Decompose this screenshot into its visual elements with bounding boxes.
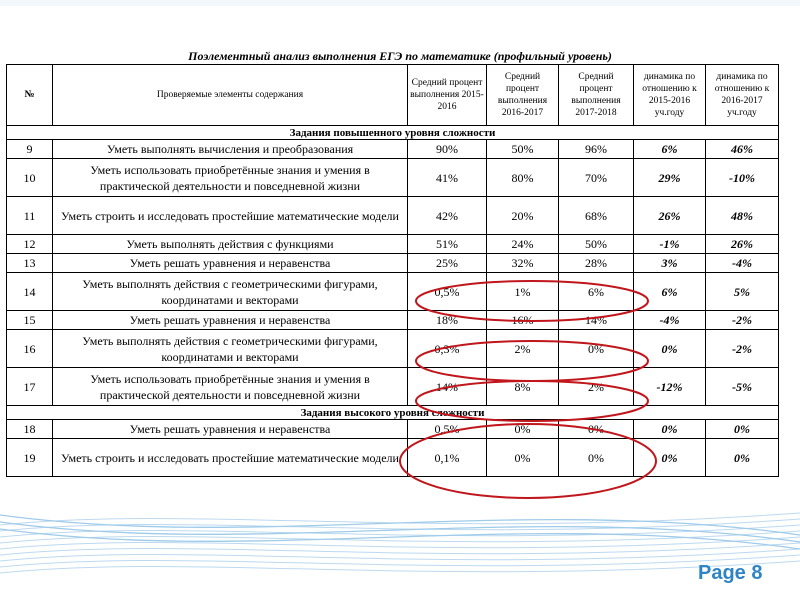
cell-p2: 50%: [487, 140, 559, 159]
cell-p3: 96%: [559, 140, 634, 159]
header-p2: Средний процент выполнения 2016-2017: [487, 65, 559, 126]
table-title: Поэлементный анализ выполнения ЕГЭ по математике (профильный уровень): [188, 49, 612, 63]
cell-p2: 0%: [487, 439, 559, 477]
cell-num: 15: [7, 311, 53, 330]
cell-num: 9: [7, 140, 53, 159]
cell-d2: -10%: [706, 159, 779, 197]
cell-p1: 0,5%: [408, 420, 487, 439]
cell-p3: 0%: [559, 439, 634, 477]
cell-p2: 16%: [487, 311, 559, 330]
highlight-oval-rows-18-19: [400, 424, 656, 498]
cell-p3: 28%: [559, 254, 634, 273]
cell-num: 11: [7, 197, 53, 235]
cell-num: 16: [7, 330, 53, 368]
header-p3: Средний процент выполнения 2017-2018: [559, 65, 634, 126]
cell-d1: 26%: [634, 197, 706, 235]
cell-d2: 0%: [706, 420, 779, 439]
cell-element: Уметь решать уравнения и неравенства: [53, 254, 408, 273]
cell-d2: 46%: [706, 140, 779, 159]
cell-d2: 48%: [706, 197, 779, 235]
cell-d1: 0%: [634, 439, 706, 477]
cell-d1: 3%: [634, 254, 706, 273]
cell-p1: 0,1%: [408, 439, 487, 477]
cell-p1: 25%: [408, 254, 487, 273]
cell-p2: 80%: [487, 159, 559, 197]
cell-p2: 20%: [487, 197, 559, 235]
cell-p2: 2%: [487, 330, 559, 368]
cell-num: 14: [7, 273, 53, 311]
cell-d2: 0%: [706, 439, 779, 477]
cell-num: 10: [7, 159, 53, 197]
cell-d1: -1%: [634, 235, 706, 254]
decorative-waves: [0, 495, 800, 600]
cell-p3: 50%: [559, 235, 634, 254]
header-d2: динамика по отношению к 2016-2017 уч.году: [706, 65, 779, 126]
cell-d2: 26%: [706, 235, 779, 254]
section-title-high: Задания высокого уровня сложности: [7, 406, 779, 420]
cell-d1: 0%: [634, 420, 706, 439]
cell-element: Уметь решать уравнения и неравенства: [53, 420, 408, 439]
cell-p2: 1%: [487, 273, 559, 311]
cell-p3: 68%: [559, 197, 634, 235]
cell-element: Уметь использовать приобретённые знания и умения в практической деятельности и повседневной жизни: [53, 159, 408, 197]
cell-element: Уметь выполнять действия с геометрическими фигурами, координатами и векторами: [53, 330, 408, 368]
cell-p3: 70%: [559, 159, 634, 197]
cell-num: 18: [7, 420, 53, 439]
cell-num: 19: [7, 439, 53, 477]
cell-d1: 0%: [634, 330, 706, 368]
page-number: Page 8: [698, 562, 763, 584]
cell-p1: 0,3%: [408, 330, 487, 368]
header-num: №: [7, 65, 53, 126]
cell-element: Уметь выполнять действия с геометрическими фигурами, координатами и векторами: [53, 273, 408, 311]
cell-p3: 14%: [559, 311, 634, 330]
cell-p2: 32%: [487, 254, 559, 273]
cell-num: 17: [7, 368, 53, 406]
highlight-oval-row-17: [416, 381, 648, 421]
cell-d1: 29%: [634, 159, 706, 197]
cell-element: Уметь строить и исследовать простейшие математические модели: [53, 439, 408, 477]
cell-p3: 2%: [559, 368, 634, 406]
highlight-oval-row-16: [416, 341, 648, 381]
cell-p1: 90%: [408, 140, 487, 159]
cell-element: Уметь решать уравнения и неравенства: [53, 311, 408, 330]
cell-d1: 6%: [634, 140, 706, 159]
cell-p2: 8%: [487, 368, 559, 406]
cell-d2: -2%: [706, 311, 779, 330]
header-p1: Средний процент выполнения 2015-2016: [408, 65, 487, 126]
cell-element: Уметь использовать приобретённые знания и умения в практической деятельности и повседневной жизни: [53, 368, 408, 406]
cell-p2: 0%: [487, 420, 559, 439]
cell-p3: 0%: [559, 420, 634, 439]
cell-d2: -2%: [706, 330, 779, 368]
cell-d2: -4%: [706, 254, 779, 273]
cell-p1: 18%: [408, 311, 487, 330]
cell-d1: -12%: [634, 368, 706, 406]
section-title-advanced: Задания повышенного уровня сложности: [7, 126, 779, 140]
cell-p1: 51%: [408, 235, 487, 254]
cell-p1: 41%: [408, 159, 487, 197]
cell-p1: 0,5%: [408, 273, 487, 311]
highlight-oval-row-14: [416, 281, 648, 321]
cell-p1: 42%: [408, 197, 487, 235]
header-elements: Проверяемые элементы содержания: [53, 65, 408, 126]
cell-d2: 5%: [706, 273, 779, 311]
cell-element: Уметь строить и исследовать простейшие математические модели: [53, 197, 408, 235]
cell-d1: 6%: [634, 273, 706, 311]
cell-d2: -5%: [706, 368, 779, 406]
cell-num: 13: [7, 254, 53, 273]
cell-p3: 6%: [559, 273, 634, 311]
header-d1: динамика по отношению к 2015-2016 уч.году: [634, 65, 706, 126]
cell-p1: 14%: [408, 368, 487, 406]
cell-num: 12: [7, 235, 53, 254]
cell-p3: 0%: [559, 330, 634, 368]
cell-d1: -4%: [634, 311, 706, 330]
cell-element: Уметь выполнять вычисления и преобразования: [53, 140, 408, 159]
cell-p2: 24%: [487, 235, 559, 254]
cell-element: Уметь выполнять действия с функциями: [53, 235, 408, 254]
